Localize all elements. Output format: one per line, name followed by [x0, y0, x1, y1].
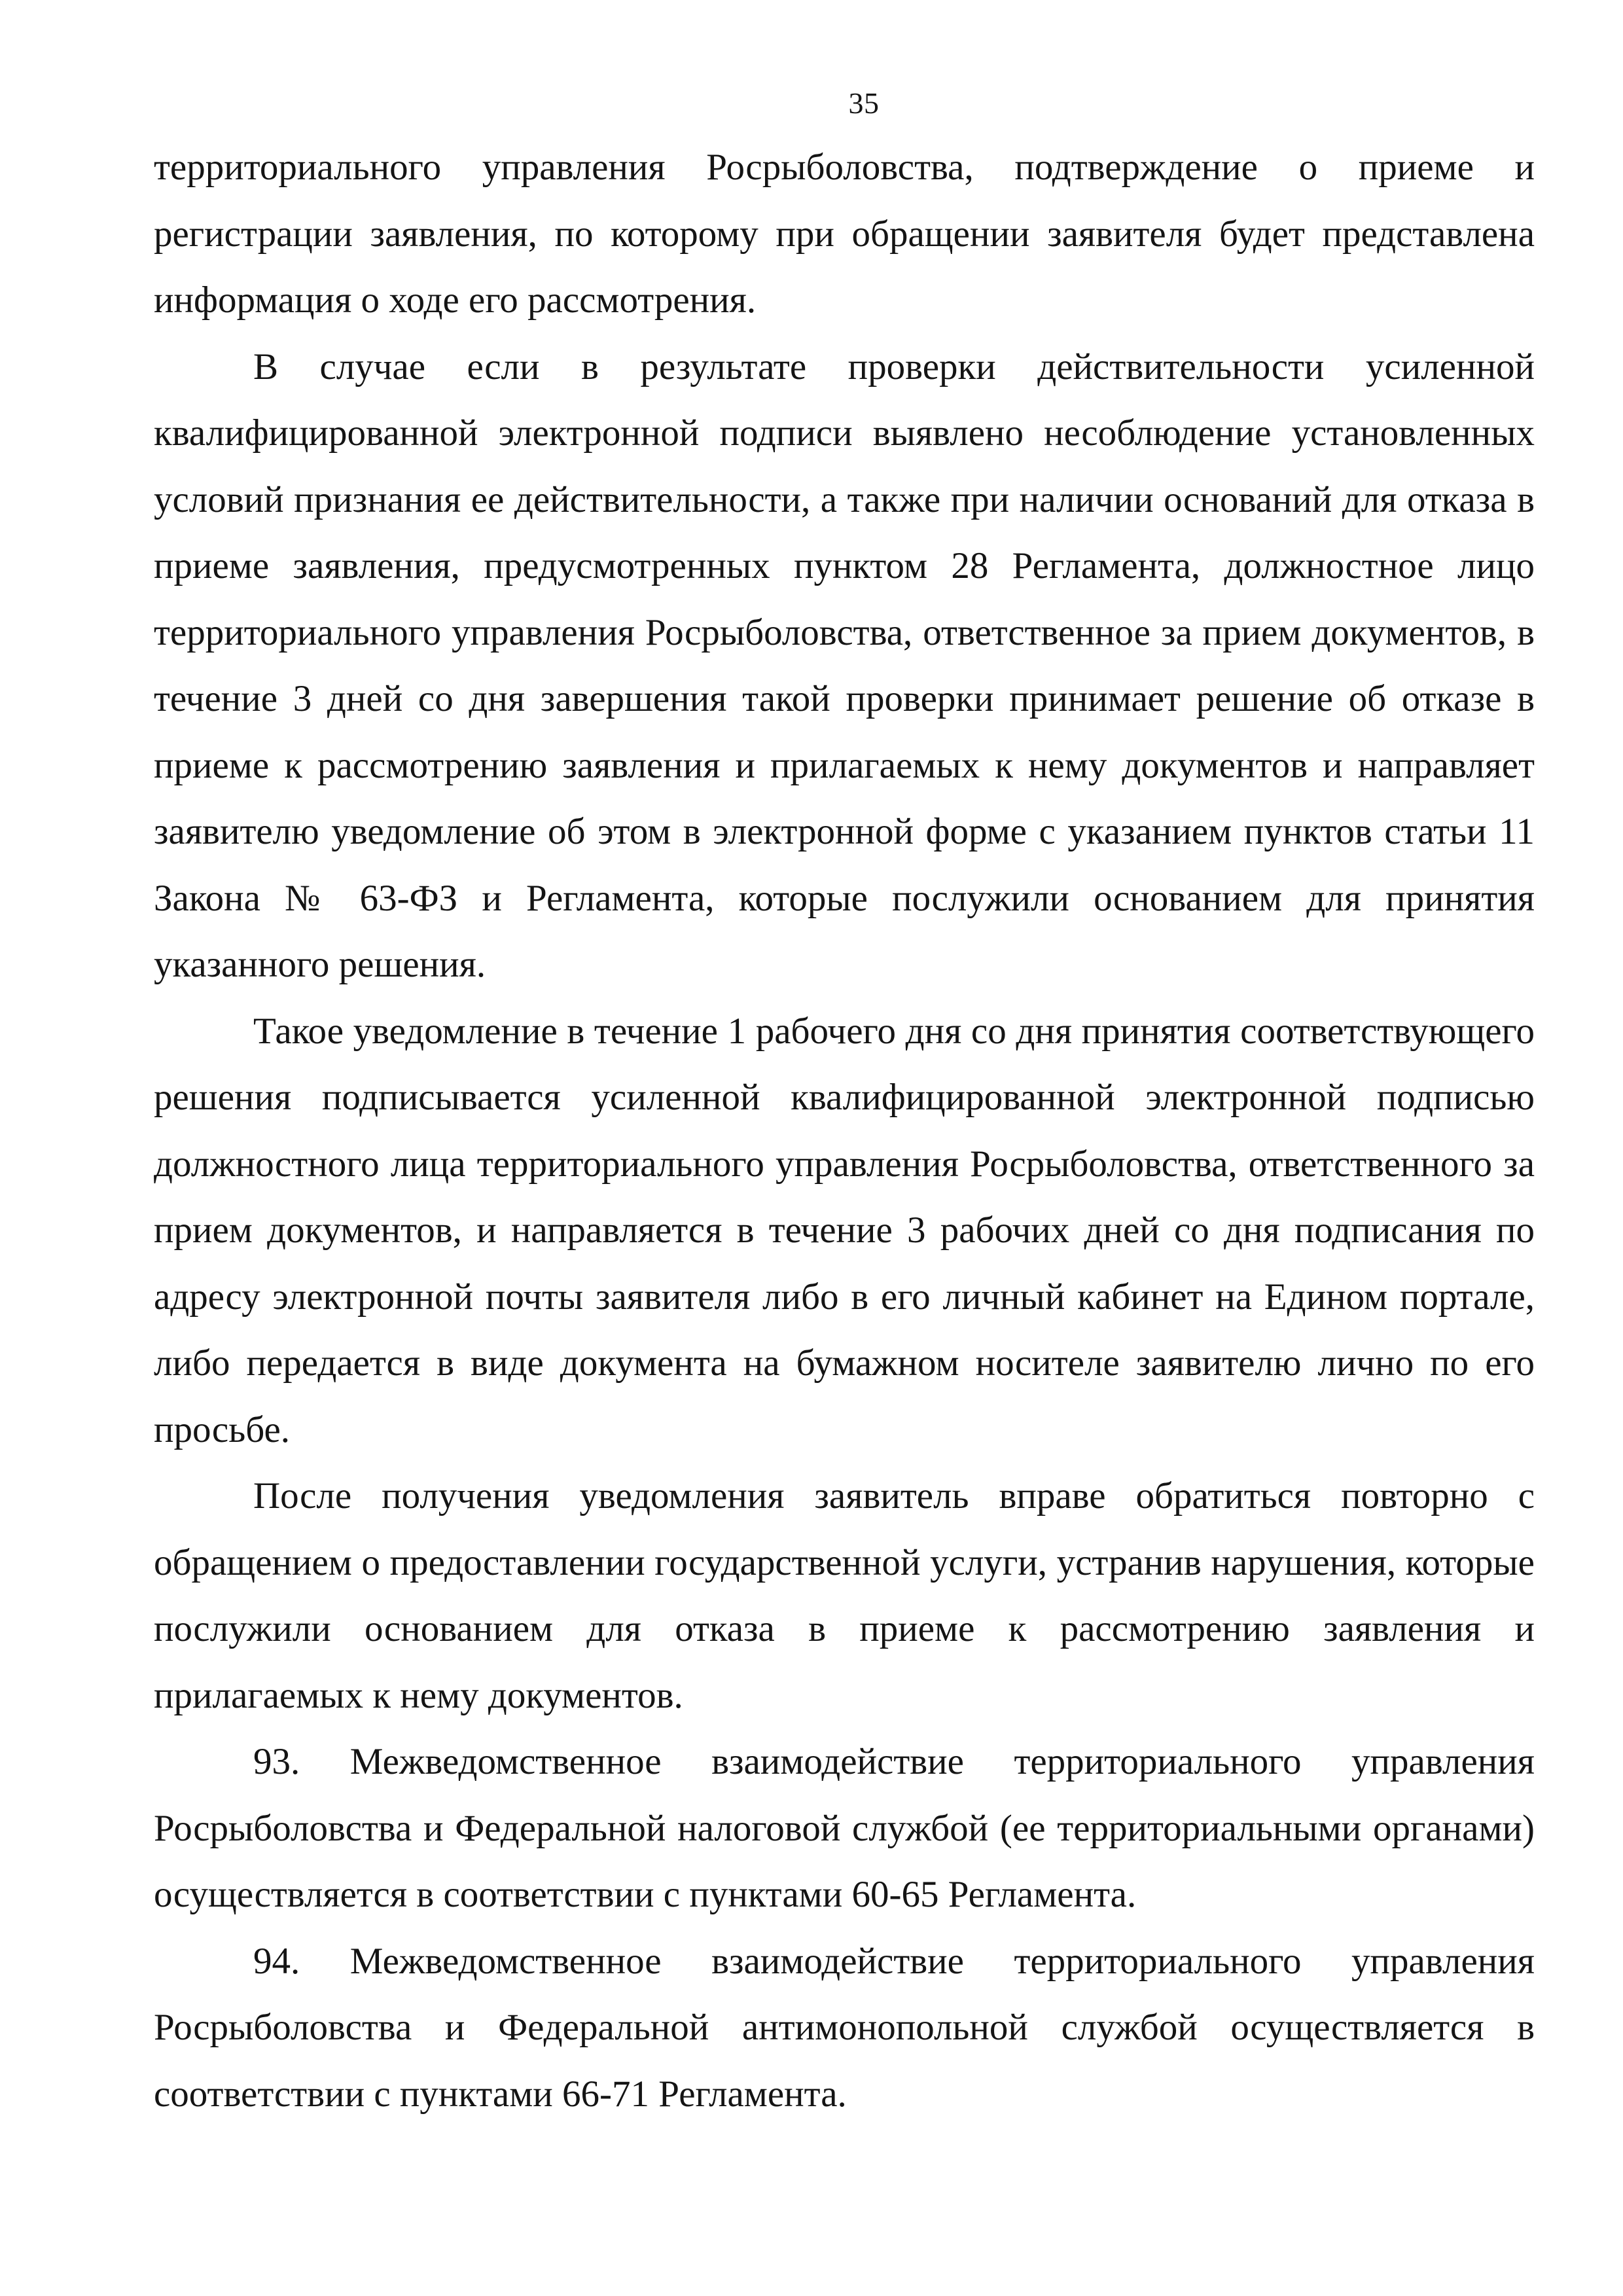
paragraph-repeat-application: После получения уведомления заявитель вправе обратиться повторно с обращением о предоставлении государственной услуги, устранив нарушения, которые послужили основанием для отказа в приеме к рассмотрению заявления и прилагаемых к нему документов. [154, 1475, 1535, 1716]
document-body [154, 134, 1535, 2127]
paragraph-continuation: территориального управления Росрыболовства, подтверждение о приеме и регистрации заявления, по которому при обращении заявителя будет представлена информация о ходе его рассмотрения. [154, 147, 1535, 321]
paragraph-item-93: 93. Межведомственное взаимодействие территориального управления Росрыболовства и Федеральной налоговой службой (ее территориальными органами) осуществляется в соответствии с пунктами 60-65 Регламента. [154, 1741, 1535, 1915]
paragraph-item-94: 94. Межведомственное взаимодействие территориального управления Росрыболовства и Федеральной антимонопольной службой осуществляется в соответствии с пунктами 66-71 Регламента. [154, 1940, 1535, 2115]
paragraph-signature-check: В случае если в результате проверки действительности усиленной квалифицированной электронной подписи выявлено несоблюдение установленных условий признания ее действительности, а также при наличии оснований для отказа в приеме заявления, предусмотренных пунктом 28 Регламента, должностное лицо территориального управления Росрыболовства, ответственное за прием документов, в течение 3 дней со дня завершения такой проверки принимает решение об отказе в приеме к рассмотрению заявления и прилагаемых к нему документов и направляет заявителю уведомление об этом в электронной форме с указанием пунктов статьи 11 Закона № 63-ФЗ и Регламента, которые послужили основанием для принятия указанного решения. [154, 346, 1535, 985]
page-number: 35 [848, 86, 880, 120]
paragraph-notification: Такое уведомление в течение 1 рабочего дня со дня принятия соответствующего решения подписывается усиленной квалифицированной электронной подписью должностного лица территориального управления Росрыболовства, ответственного за прием документов, и направляется в течение 3 рабочих дней со дня подписания по адресу электронной почты заявителя либо в его личный кабинет на Едином портале, либо передается в виде документа на бумажном носителе заявителю лично по его просьбе. [154, 1010, 1535, 1450]
